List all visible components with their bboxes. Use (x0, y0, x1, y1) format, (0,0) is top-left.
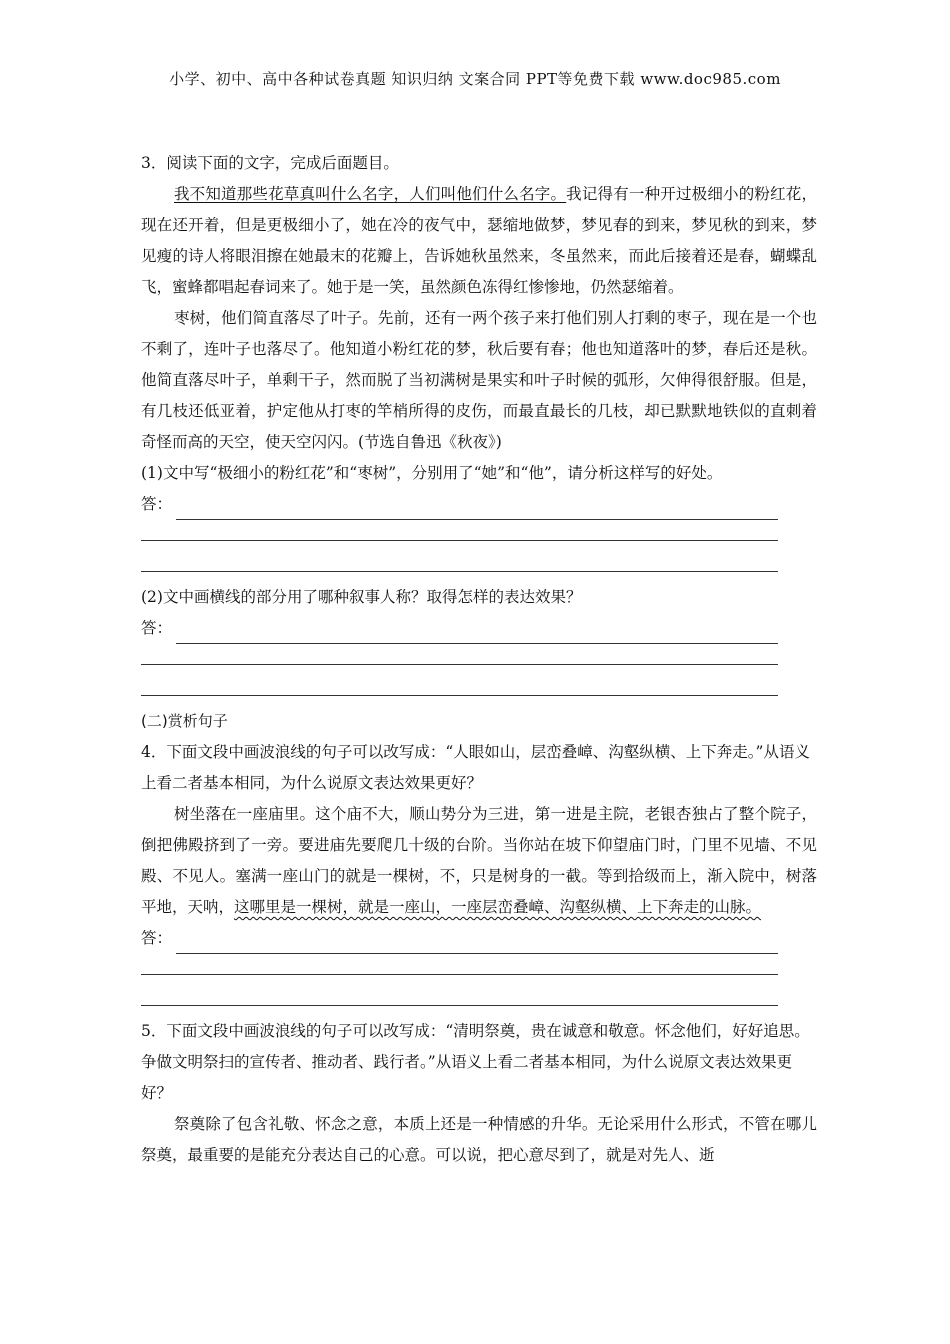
document-body (141, 148, 817, 1171)
q4-title: 4．下面文段中画波浪线的句子可以改写成：“人眼如山，层峦叠嶂、沟壑纵横、上下奔走。”从语义上看二者基本相同，为什么说原文表达效果更好？ (141, 743, 810, 792)
q3-paragraph-1 (141, 179, 817, 303)
q3-paragraph-2: 枣树，他们简直落尽了叶子。先前，还有一两个孩子来打他们别人打剩的枣子，现在是一个也不剩了，连叶子也落尽了。他知道小粉红花的梦，秋后要有春；他也知道落叶的梦，春后还是秋。他简直落尽叶子，单剩干子，然而脱了当初满树是果实和叶子时候的弧形，欠伸得很舒服。但是，有几枝还低亚着，护定他从打枣的竿梢所得的皮伤，而最直最长的几枝，却已默默地铁似的直刺着奇怪而高的天空，使天空闪闪。(节选自鲁迅《秋夜》) (141, 309, 817, 451)
q4-paragraph (141, 799, 817, 923)
q4-answer-row (141, 923, 817, 954)
answer-label: 答： (141, 619, 173, 637)
q4-wavy-sentence: 这哪里是一棵树，就是一座山，一座层峦叠嶂、沟壑纵横、上下奔走的山脉。 (234, 898, 762, 916)
q3-subquestion-1: (1)文中写“极细小的粉红花”和“枣树”，分别用了“她”和“他”，请分析这样写的好处。 (141, 464, 723, 482)
page-header: 小学、初中、高中各种试卷真题 知识归纳 文案合同 PPT等免费下载 www.doc985.com (169, 70, 781, 88)
q3-2-answer-row (141, 613, 817, 644)
answer-label: 答： (141, 929, 173, 947)
answer-label: 答： (141, 495, 173, 513)
q3-1-answer-row (141, 489, 817, 520)
q3-title: 3．阅读下面的文字，完成后面题目。 (141, 154, 399, 172)
q3-paragraph-1-rest: 我记得有一种开过极细小的粉红花，现在还开着，但是更极细小了，她在冷的夜气中，瑟缩地做梦，梦见春的到来，梦见秋的到来，梦见瘦的诗人将眼泪擦在她最末的花瓣上，告诉她秋虽然来，冬虽然来，而此后接着还是春，蝴蝶乱飞，蜜蜂都唱起春词来了。她于是一笑，虽然颜色冻得红惨惨地，仍然瑟缩着。 (141, 185, 817, 296)
q3-subquestion-2: (2)文中画横线的部分用了哪种叙事人称？取得怎样的表达效果？ (141, 588, 582, 606)
answer-line[interactable] (176, 933, 778, 954)
answer-line[interactable] (176, 499, 778, 520)
answer-blank-line[interactable] (141, 675, 817, 706)
answer-blank-line[interactable] (141, 985, 817, 1016)
section-heading: (二)赏析句子 (141, 712, 228, 730)
answer-blank-line[interactable] (141, 520, 817, 551)
q5-paragraph: 祭奠除了包含礼敬、怀念之意，本质上还是一种情感的升华。无论采用什么形式，不管在哪儿祭奠，最重要的是能充分表达自己的心意。可以说，把心意尽到了，就是对先人、逝 (141, 1115, 817, 1164)
q4-paragraph-text: 树坐落在一座庙里。这个庙不大，顺山势分为三进，第一进是主院，老银杏独占了整个院子，倒把佛殿挤到了一旁。要进庙先要爬几十级的台阶。当你站在坡下仰望庙门时，门里不见墙、不见殿、不见人。塞满一座山门的就是一棵树，不，只是树身的一截。等到拾级而上，渐入院中，树落平地，天呐， (141, 805, 817, 916)
answer-blank-line[interactable] (141, 551, 817, 582)
answer-blank-line[interactable] (141, 644, 817, 675)
q5-title: 5．下面文段中画波浪线的句子可以改写成：“清明祭奠，贵在诚意和敬意。怀念他们，好好追思。争做文明祭扫的宣传者、推动者、践行者。”从语义上看二者基本相同，为什么说原文表达效果更好？ (141, 1022, 810, 1102)
answer-blank-line[interactable] (141, 954, 817, 985)
answer-line[interactable] (176, 623, 778, 644)
q3-underlined-sentence: 我不知道那些花草真叫什么名字，人们叫他们什么名字。 (174, 185, 567, 203)
